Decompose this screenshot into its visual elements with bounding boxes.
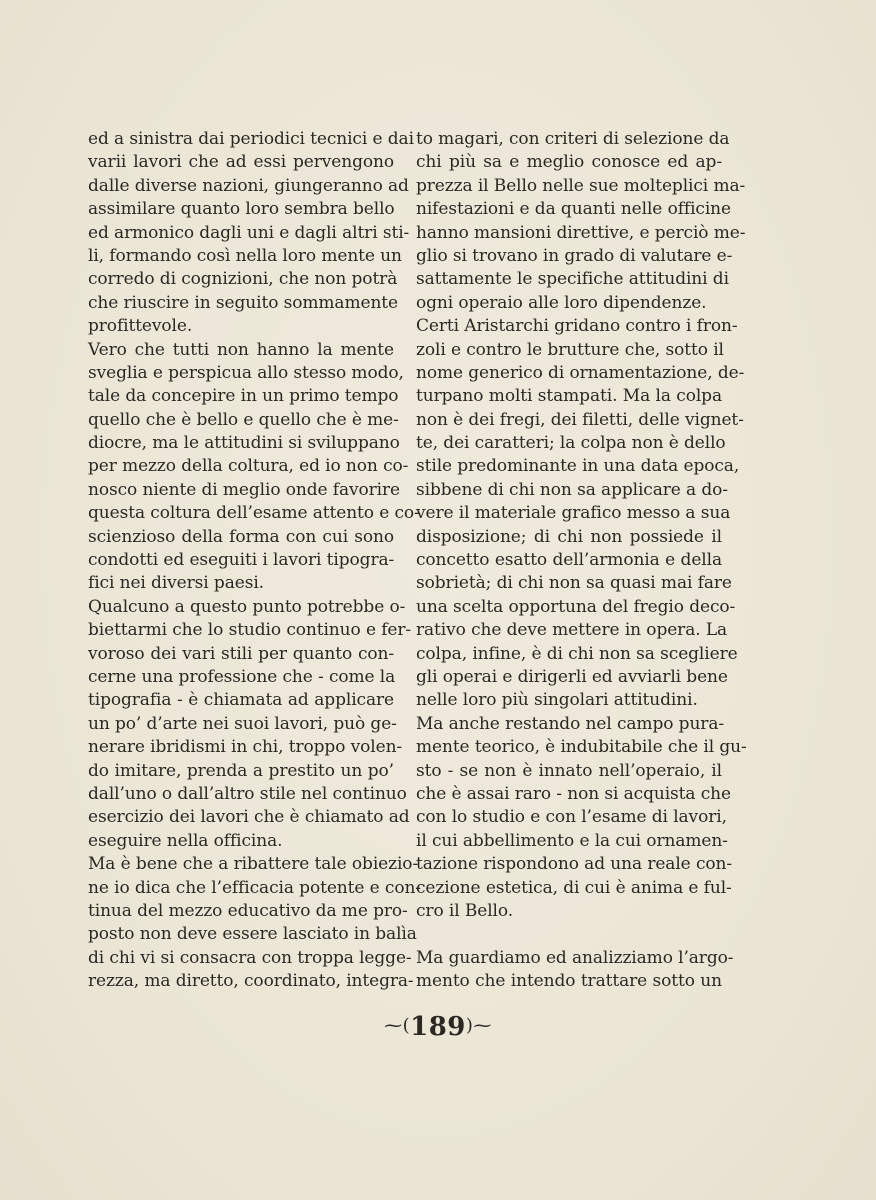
text-line: scienzioso della forma con cui sono xyxy=(88,526,394,547)
text-line: ed a sinistra dai periodici tecnici e dai xyxy=(88,129,414,149)
text-line: turpano molti stampati. Ma la colpa xyxy=(416,386,722,407)
text-line: cro il Bello. xyxy=(416,900,514,921)
text-line: eseguire nella officina. xyxy=(88,830,283,851)
text-line: cezione estetica, di cui è anima e ful- xyxy=(416,877,732,898)
text-line: che è assai raro - non si acquista che xyxy=(416,783,731,804)
text-line: disposizione; di chi non possiede il xyxy=(416,526,722,547)
text-line: corredo di cognizioni, che non potrà xyxy=(88,269,398,290)
text-line: voroso dei vari stili per quanto con- xyxy=(88,643,394,664)
right-text-column xyxy=(416,128,747,993)
text-line: tazione rispondono ad una reale con- xyxy=(416,854,732,875)
text-line: condotti ed eseguiti i lavori tipogra- xyxy=(88,550,395,571)
text-line: posto non deve essere lasciato in balìa xyxy=(88,924,417,945)
text-line: to magari, con criteri di selezione da xyxy=(416,129,730,149)
text-line: sto - se non è innato nell’operaio, il xyxy=(416,760,722,781)
folio-left-ornament: ⁓( xyxy=(384,1015,411,1036)
text-line: Vero che tutti non hanno la mente xyxy=(88,339,394,360)
text-line: non è dei fregi, dei filetti, delle vignet- xyxy=(416,409,744,430)
text-line: ed armonico dagli uni e dagli altri sti- xyxy=(88,222,410,243)
text-line: questa coltura dell’esame attento e co- xyxy=(88,503,420,524)
text-line: biettarmi che lo studio continuo e fer- xyxy=(88,620,412,641)
text-line: ne io dica che l’efficacia potente e con- xyxy=(88,877,421,898)
text-line: una scelta opportuna del fregio deco- xyxy=(416,596,736,617)
left-text-column xyxy=(88,128,421,993)
text-line: nelle loro più singolari attitudini. xyxy=(416,690,698,711)
text-line: sveglia e perspicua allo stesso modo, xyxy=(88,362,404,383)
text-line: dall’uno o dall’altro stile nel continuo xyxy=(88,783,407,804)
text-line: do imitare, prenda a prestito un po’ xyxy=(88,760,394,781)
text-line: tale da concepire in un primo tempo xyxy=(88,386,399,407)
text-line: che riuscire in seguito sommamente xyxy=(88,292,398,313)
text-line: un po’ d’arte nei suoi lavori, può ge- xyxy=(88,713,397,734)
text-line: per mezzo della coltura, ed io non co- xyxy=(88,456,409,477)
text-line: zoli e contro le brutture che, sotto il xyxy=(416,339,724,360)
text-line: glio si trovano in grado di valutare e- xyxy=(416,245,733,266)
text-line: con lo studio e con l’esame di lavori, xyxy=(416,807,727,828)
text-line: vere il materiale grafico messo a sua xyxy=(416,503,731,524)
text-line: sibbene di chi non sa applicare a do- xyxy=(416,479,728,500)
text-line: nifestazioni e da quanti nelle officine xyxy=(416,199,731,220)
text-line: mento che intendo trattare sotto un xyxy=(416,971,722,992)
text-line: fici nei diversi paesi. xyxy=(88,573,264,594)
text-line: quello che è bello e quello che è me- xyxy=(88,409,399,430)
text-line: rezza, ma diretto, coordinato, integra- xyxy=(88,971,414,992)
text-line: gli operai e dirigerli ed avviarli bene xyxy=(416,666,728,687)
text-line: di chi vi si consacra con troppa legge- xyxy=(88,947,412,968)
text-line: hanno mansioni direttive, e perciò me- xyxy=(416,222,746,243)
text-line: sattamente le specifiche attitudini di xyxy=(416,269,729,290)
text-line: tipografia - è chiamata ad applicare xyxy=(88,690,394,711)
text-line: Qualcuno a questo punto potrebbe o- xyxy=(88,596,406,617)
text-line xyxy=(416,923,722,946)
text-line: sobrietà; di chi non sa quasi mai fare xyxy=(416,573,732,594)
text-line: li, formando così nella loro mente un xyxy=(88,245,402,266)
text-line: chi più sa e meglio conosce ed ap- xyxy=(416,152,722,173)
text-line: tinua del mezzo educativo da me pro- xyxy=(88,900,408,921)
text-line: Ma è bene che a ribattere tale obiezio- xyxy=(88,854,419,875)
text-line: diocre, ma le attitudini si sviluppano xyxy=(88,433,400,454)
text-line: te, dei caratteri; la colpa non è dello xyxy=(416,433,726,454)
text-line: esercizio dei lavori che è chiamato ad xyxy=(88,807,410,828)
text-line: cerne una professione che - come la xyxy=(88,666,396,687)
text-line: Ma anche restando nel campo pura- xyxy=(416,713,724,734)
text-line: varii lavori che ad essi pervengono xyxy=(88,152,394,173)
text-line: il cui abbellimento e la cui ornamen- xyxy=(416,830,728,851)
text-line: Certi Aristarchi gridano contro i fron- xyxy=(416,316,738,337)
text-line: nome generico di ornamentazione, de- xyxy=(416,362,745,383)
text-line: mente teorico, è indubitabile che il gu- xyxy=(416,737,747,758)
text-line: profittevole. xyxy=(88,316,193,337)
text-line: Ma guardiamo ed analizziamo l’argo- xyxy=(416,947,734,968)
text-line: concetto esatto dell’armonia e della xyxy=(416,550,722,571)
text-line: dalle diverse nazioni, giungeranno ad xyxy=(88,175,409,196)
text-line: assimilare quanto loro sembra bello xyxy=(88,199,395,220)
text-line: colpa, infine, è di chi non sa scegliere xyxy=(416,643,738,664)
text-line: ogni operaio alle loro dipendenze. xyxy=(416,292,707,313)
text-line: rativo che deve mettere in opera. La xyxy=(416,620,728,641)
page-number xyxy=(0,1012,876,1042)
text-line: stile predominante in una data epoca, xyxy=(416,456,740,477)
folio-right-ornament: )⁓ xyxy=(465,1015,492,1036)
text-line: prezza il Bello nelle sue molteplici ma- xyxy=(416,175,746,196)
folio-number: 189 xyxy=(410,1012,466,1042)
text-line: nosco niente di meglio onde favorire xyxy=(88,479,401,500)
text-line: nerare ibridismi in chi, troppo volen- xyxy=(88,737,403,758)
